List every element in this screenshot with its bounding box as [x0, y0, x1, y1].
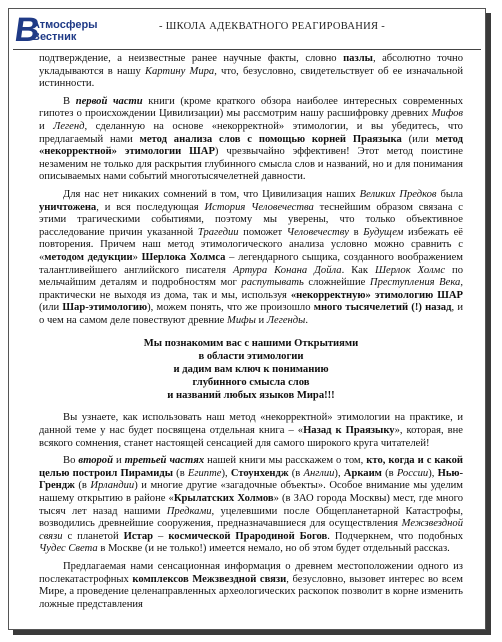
text-run: нашей книги мы расскажем о том,	[204, 455, 367, 467]
paragraph	[39, 455, 463, 556]
text-run: Ирландии	[90, 480, 135, 492]
text-run: кто, когда и с какой целью построил Пирамиды	[39, 455, 464, 479]
text-run: . Подчеркнем, что подобных	[327, 530, 463, 542]
text-run: Артура Конана Дойла	[232, 264, 342, 276]
text-run: ) чрезвычайно эффективен! Этот метод поистине незаменим не только для раскрытия глубинного смысла слов и названий, но и для понимания описываемых нами событий многотысячелетней давности.	[39, 146, 463, 183]
paragraph	[39, 189, 463, 328]
text-run: ), можем понять, что же произошло	[147, 302, 314, 314]
text-run: Нью-Грендж	[39, 467, 464, 492]
text-run: Шерлок Холмс	[375, 264, 446, 276]
text-run: Шерлока Холмса	[141, 251, 226, 263]
text-run: Предлагаемая нами сенсационная информация о древнем местоположении одного из послекатастрофных	[39, 561, 463, 585]
text-run: , уцелевшими после Общепланетарной Катастрофы, возводились древнейшие сооружения, предназначавшиеся для осуществления	[39, 505, 463, 530]
text-run: .	[305, 314, 309, 326]
paragraph	[39, 96, 463, 184]
text-run: , и о чем на самом деле повествуют древние	[39, 302, 463, 326]
running-header: - ШКОЛА АДЕКВАТНОГО РЕАГИРОВАНИЯ -	[159, 21, 386, 32]
text-run: (в	[288, 467, 304, 479]
text-run: третьей частях	[124, 455, 205, 467]
text-run: Чудес Света	[39, 543, 98, 555]
header-rule	[13, 49, 481, 50]
text-run: Для нас нет никаких сомнений в том, что Цивилизация наших	[63, 188, 360, 200]
highlight-line: и названий любых языков Мира!!!	[167, 390, 335, 402]
text-run: и	[255, 314, 267, 326]
text-run: Великих Предков	[359, 188, 437, 200]
text-run: теснейшим образом связана с этими трагическими событиями, поэтому мы уверены, что только объективное расследование причин указанной	[39, 201, 463, 238]
text-run: России	[396, 467, 429, 479]
highlight-line: и дадим вам ключ к пониманию	[173, 364, 329, 376]
text-run: –	[153, 530, 169, 542]
page-body	[39, 53, 463, 616]
text-run: Мифов	[431, 108, 463, 120]
text-run: »	[132, 251, 142, 263]
text-run: , что, безусловно, свидетельствует об ее изначальной истинности.	[39, 65, 463, 90]
text-run: , и вся последующая	[96, 201, 205, 213]
logo-line-1: Атмосферы	[32, 19, 98, 31]
text-run: по мельчайшим деталям и подробностям мог	[39, 264, 463, 289]
highlight-block	[39, 337, 463, 402]
text-run: (в	[381, 467, 397, 479]
text-run: и	[113, 455, 125, 467]
logo-letter: В	[12, 11, 43, 49]
text-run: методом дедукции	[44, 251, 133, 263]
text-run: была	[436, 188, 463, 200]
text-run: (в	[74, 480, 91, 492]
text-run: ) и многие другие «загадочные объекты». Особое внимание мы уделим нашему открытию в районе «	[39, 480, 463, 505]
text-run: с планетой	[62, 530, 124, 542]
text-run: Картину Мира	[144, 65, 215, 77]
text-run: (или	[39, 302, 63, 314]
text-run: пазлы	[343, 53, 373, 64]
text-run: поможет	[238, 226, 287, 238]
text-run: и	[39, 120, 54, 132]
text-run: Будущем	[363, 226, 404, 238]
text-run: Во	[63, 455, 79, 467]
text-run: в Москве (и не только!) имеется немало, но об этом будет отдельный рассказ.	[97, 543, 450, 555]
text-run: – легендарного сыщика, созданного воображением талантливейшего английского писателя	[39, 251, 463, 276]
text-run: Шар-этимологию	[62, 302, 148, 314]
text-run: » (в ЗАО города Москвы) мест, где много тысяч лет назад нашими	[39, 493, 463, 517]
page-frame	[8, 8, 486, 630]
text-run: «некорректную» этимологию ШАР	[290, 289, 463, 301]
text-run: Истар	[123, 530, 154, 542]
text-run: метод анализа слов с помощью корней Праязыка	[139, 133, 402, 145]
paragraph	[39, 561, 463, 611]
text-run: (в	[172, 467, 188, 479]
text-run: Человечеству	[286, 226, 350, 238]
highlight-line: Мы познакомим вас с нашими Открытиями	[143, 338, 359, 350]
text-run: избежать её повторения. Причем наш метод этимологического анализа условно можно сравнить с «	[39, 226, 464, 263]
paragraph	[39, 412, 463, 450]
text-run: Преступления Века	[369, 277, 461, 289]
text-run: Египте	[187, 467, 222, 479]
text-run: Легенд	[53, 120, 85, 132]
text-run: Мифы	[227, 314, 256, 326]
text-run: Крылатских Холмов	[173, 493, 274, 505]
highlight-line: глубинного смысла слов	[192, 377, 310, 389]
text-run: », которая, вне всякого сомнения, станет настоящей сенсацией для самого широкого круга читателей!	[39, 425, 463, 449]
text-run: распутывать	[241, 277, 304, 289]
text-run: второй	[78, 455, 113, 467]
text-run: (или	[401, 133, 436, 145]
paragraph	[39, 53, 463, 91]
text-run: Англии	[303, 467, 335, 479]
text-run: сложнейшие	[303, 277, 370, 289]
text-run: Стоунхендж	[230, 467, 289, 479]
text-run: метод «некорректной» этимологии ШАР	[39, 133, 463, 158]
text-run: книги (кроме краткого обзора наиболее интересных современных гипотез о происхождении Цивилизации) мы рассмотрим нашу расшифровку древних	[39, 95, 463, 120]
text-run: История Человечества	[204, 201, 314, 213]
text-run: Межзвездной связи	[39, 518, 463, 542]
text-run: Вы узнаете, как использовать наш метод «некорректной» этимологии на практике, и данной теме у нас будет посвящена отдельная книга – «	[39, 412, 463, 437]
text-run: , безусловно, вызовет интерес во всем Мире, а проведение целенаправленных археологических раскопок позволит в корне изменить ложные представления	[39, 573, 464, 610]
text-run: ),	[428, 467, 438, 479]
text-run: уничтожена	[39, 201, 97, 213]
text-run: в	[349, 226, 364, 238]
text-run: ),	[334, 467, 344, 479]
logo-text	[32, 19, 98, 43]
text-run: Аркаим	[343, 467, 382, 479]
text-run: Предками	[166, 505, 212, 517]
text-run: Назад к Праязыку	[303, 425, 395, 437]
text-run: Трагедии	[197, 226, 239, 238]
text-run: Легенды	[266, 314, 306, 326]
text-run: космической Прародиной Богов	[168, 530, 328, 542]
text-run: . Как	[341, 264, 375, 276]
page-header	[9, 9, 485, 49]
text-run: много тысячелетий (!) назад	[313, 302, 452, 314]
text-run: В	[63, 95, 76, 107]
highlight-line: в области этимологии	[198, 351, 304, 363]
logo	[12, 11, 107, 49]
text-run: первой части	[75, 95, 143, 107]
text-run: , абсолютно точно укладываются в нашу	[39, 53, 463, 77]
text-run: ),	[221, 467, 231, 479]
text-run: подтверждение, а неизвестные ранее научные факты, словно	[39, 53, 344, 64]
text-run: комплексов Межзвездной связи	[132, 573, 287, 585]
logo-line-2: Вестник	[32, 31, 77, 43]
text-run: , практически не выходя из дома, так и мы, используя	[39, 277, 463, 301]
text-run: , сделанную на основе «некорректной» этимологии, и вы убедитесь, что предлагаемый нами	[39, 120, 463, 145]
